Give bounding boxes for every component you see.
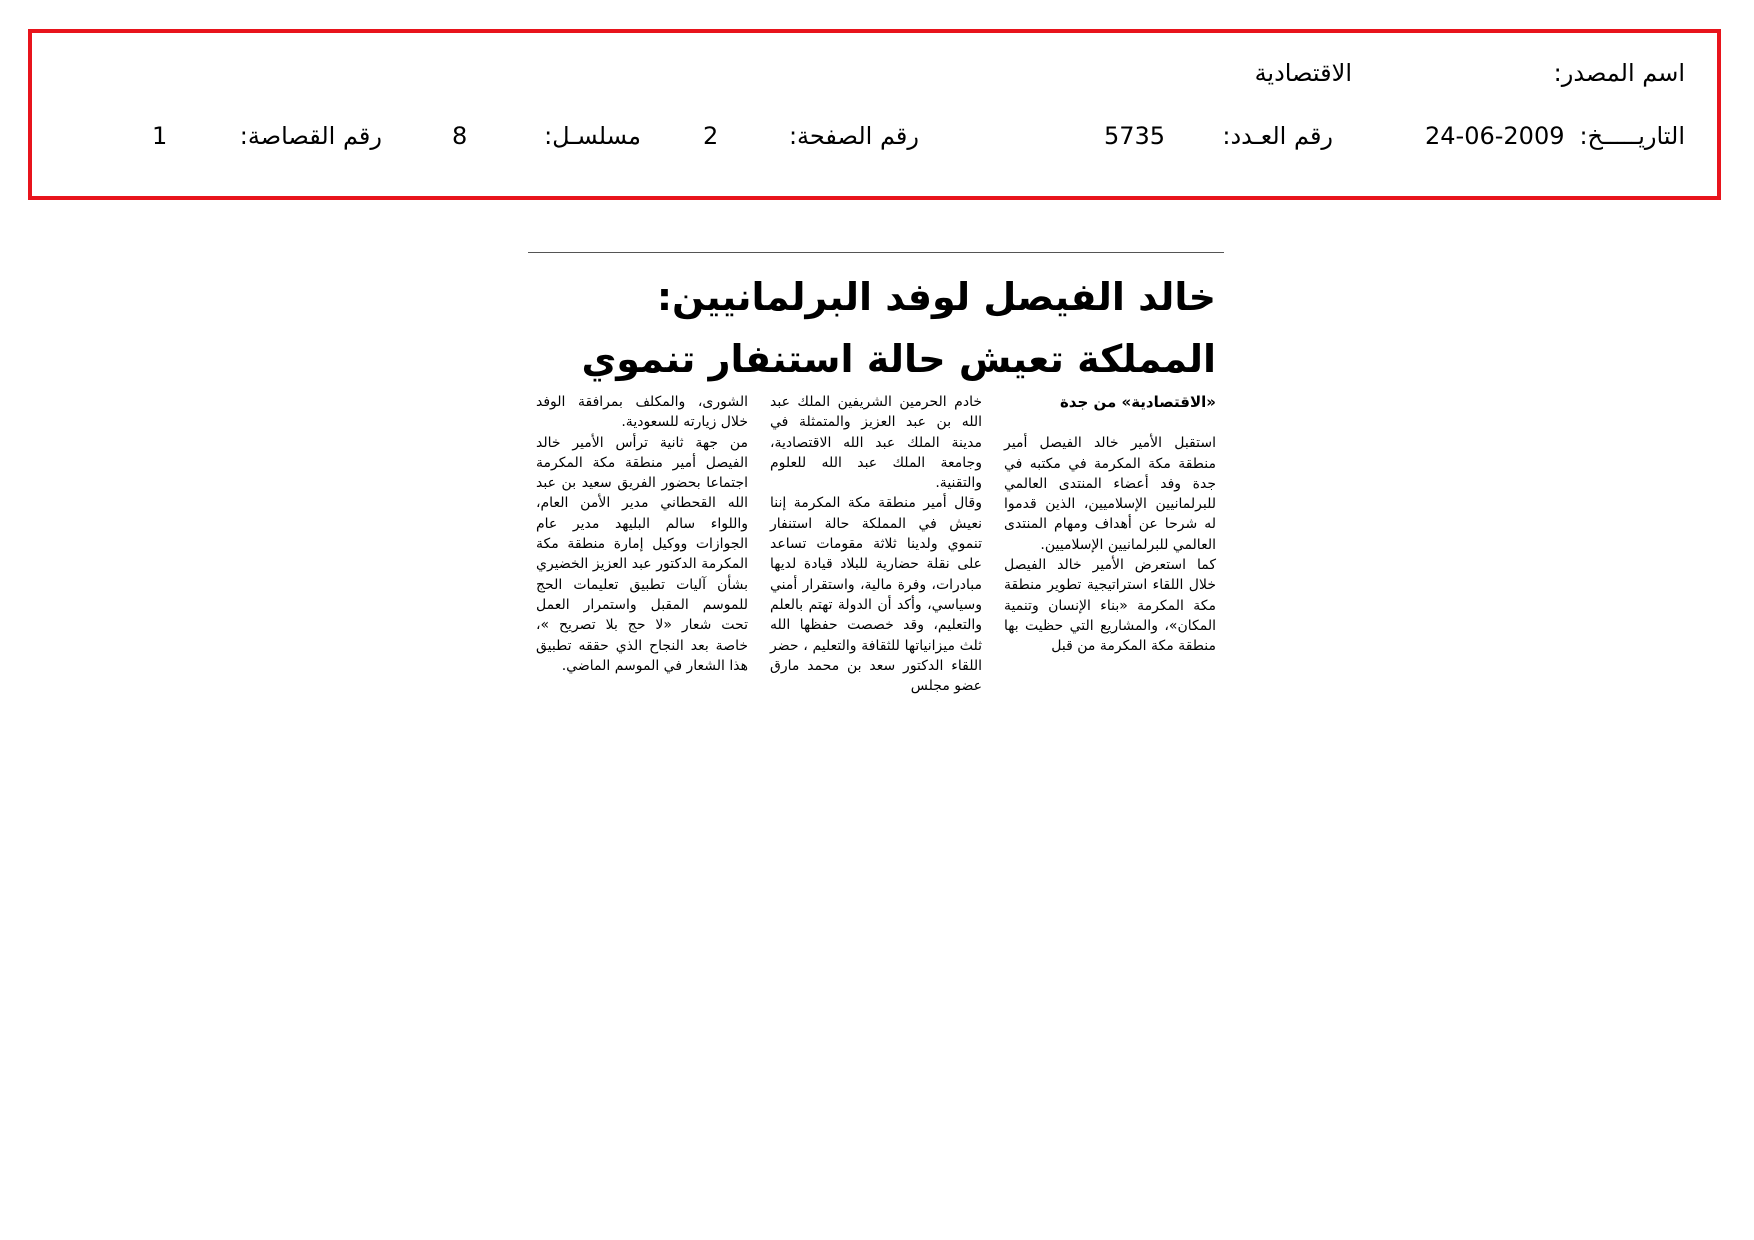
serial-value: 8 [452,122,468,150]
issue-number-label: رقم العـدد: [1222,122,1333,150]
date-label: التاريـــــخ: [1579,122,1685,150]
article-paragraph: من جهة ثانية ترأس الأمير خالد الفيصل أمير منطقة مكة المكرمة اجتماعا بحضور الفريق سعيد بن عبد الله القحطاني مدير الأمن العام، واللواء سالم البليهد مدير عام الجوازات ووكيل إمارة منطقة مكة المكرمة الدكتور عبد العزيز الخضيري بشأن آليات تطبيق تعليمات الحج للموسم المقبل واستمرار العمل تحت شعار «لا حج بلا تصريح »، خاصة بعد النجاح الذي حققه تطبيق هذا الشعار في الموسم الماضي. [536,434,748,674]
source-label: اسم المصدر: [1553,59,1685,87]
article-column-1 [1004,392,1216,657]
clipping-number-value: 1 [152,122,168,150]
clipping-number-label: رقم القصاصة: [239,122,382,150]
source-value: الاقتصادية [1254,59,1352,87]
article-column-2 [770,392,982,696]
clipping-metadata-box [28,29,1721,200]
article-byline: «الاقتصادية» من جدة [1059,393,1216,411]
serial-label: مسلسـل: [544,122,641,150]
article-paragraph: كما استعرض الأمير خالد الفيصل خلال اللقاء استراتيجية تطوير منطقة مكة المكرمة «بناء الإنسان وتنمية المكان»، والمشاريع التي حظيت بها منطقة مكة المكرمة من قبل [1004,557,1216,655]
page-number-label: رقم الصفحة: [788,122,919,150]
article-paragraph: الشورى، والمكلف بمرافقة الوفد خلال زيارته للسعودية. [536,394,748,431]
article-paragraph: استقبل الأمير خالد الفيصل أمير منطقة مكة المكرمة في مكتبه في جدة وفد أعضاء المنتدى العالمي للبرلمانيين الإسلاميين، الذين قدموا له شرحا عن أهداف ومهام المنتدى العالمي للبرلمانيين الإسلاميين. [1004,435,1216,553]
article-headline: خالد الفيصل لوفد البرلمانيين: المملكة تعيش حالة استنفار تنموي [581,275,1216,381]
page-number-value: 2 [703,122,719,150]
date-value: 24-06-2009 [1425,122,1565,150]
issue-number-value: 5735 [1104,122,1166,150]
article-paragraph: خادم الحرمين الشريفين الملك عبد الله بن عبد العزيز والمتمثلة في مدينة الملك عبد الله الاقتصادية، وجامعة الملك عبد الله للعلوم والتقنية. [770,394,982,492]
article-column-3 [536,392,748,676]
article-paragraph: وقال أمير منطقة مكة المكرمة إننا نعيش في المملكة حالة استنفار تنموي ولدينا ثلاثة مقومات تساعد على نقلة حضارية للبلاد قيادة لديها مبادرات، وفرة مالية، واستقرار أمني وسياسي، وأكد أن الدولة تهتم بالعلم والتعليم، وقد خصصت حفظها الله ثلث ميزانياتها للثقافة والتعليم ، حضر اللقاء الدكتور سعد بن محمد مارق عضو مجلس [770,495,982,695]
headline-rule [528,252,1224,253]
